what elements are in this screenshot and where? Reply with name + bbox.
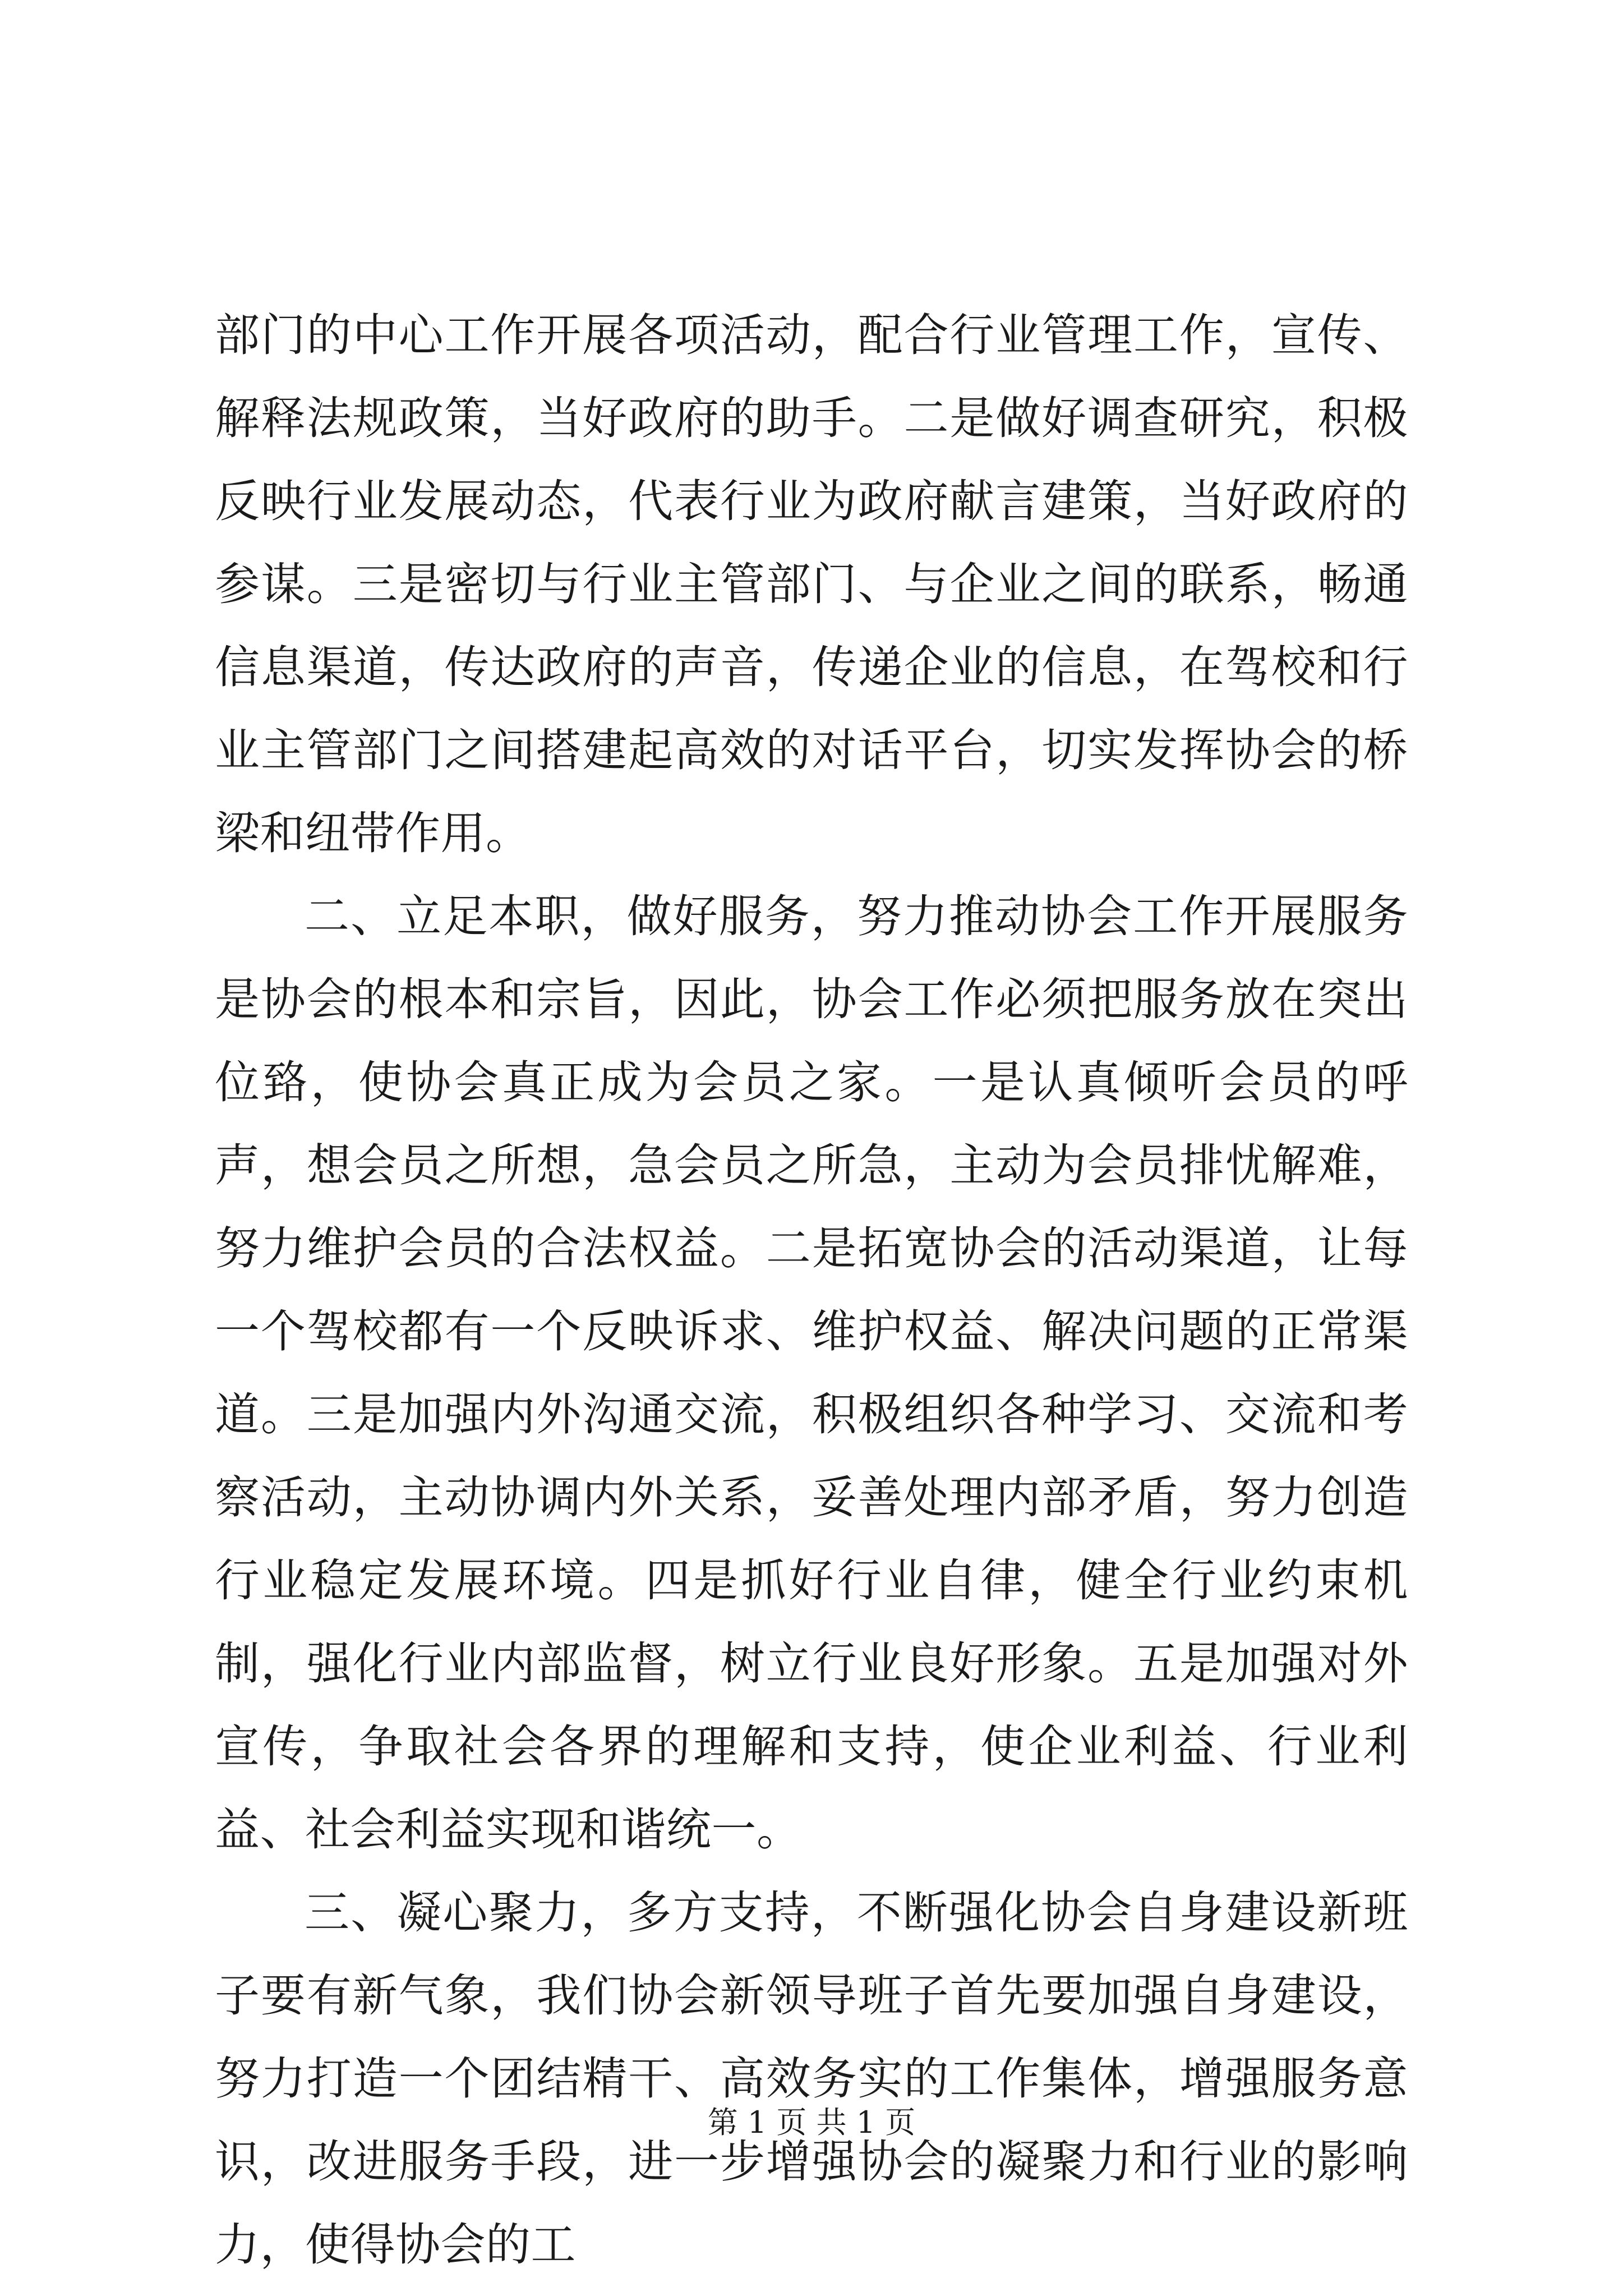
page-footer: 第 1 页 共 1 页 — [707, 2105, 916, 2140]
paragraph-3: 三、凝心聚力，多方支持，不断强化协会自身建设新班子要有新气象，我们协会新领导班子首先要加强自身建设，努力打造一个团结精干、高效务实的工作集体，增强服务意识，改进服务手段，进一步增强协会的凝聚力和行业的影响力，使得协会的工 — [215, 1887, 1408, 2271]
paragraph-1: 部门的中心工作开展各项活动，配合行业管理工作，宣传、解释法规政策，当好政府的助手。二是做好调查研究，积极反映行业发展动态，代表行业为政府献言建策，当好政府的参谋。三是密切与行业主管部门、与企业之间的联系，畅通信息渠道，传达政府的声音，传递企业的信息，在驾校和行业主管部门之间搭建起高效的对话平台，切实发挥协会的桥梁和纽带作用。 — [215, 309, 1408, 859]
document-body — [215, 294, 1408, 2286]
paragraph-2: 二、立足本职，做好服务，努力推动协会工作开展服务是协会的根本和宗旨，因此，协会工作必须把服务放在突出位臵，使协会真正成为会员之家。一是认真倾听会员的呼声，想会员之所想，急会员之所急，主动为会员排忧解难，努力维护会员的合法权益。二是拓宽协会的活动渠道，让每一个驾校都有一个反映诉求、维护权益、解决问题的正常渠道。三是加强内外沟通交流，积极组织各种学习、交流和考察活动，主动协调内外关系，妥善处理内部矛盾，努力创造行业稳定发展环境。四是抓好行业自律，健全行业约束机制，强化行业内部监督，树立行业良好形象。五是加强对外宣传，争取社会各界的理解和支持，使企业利益、行业利益、社会利益实现和谐统一。 — [215, 890, 1408, 1856]
